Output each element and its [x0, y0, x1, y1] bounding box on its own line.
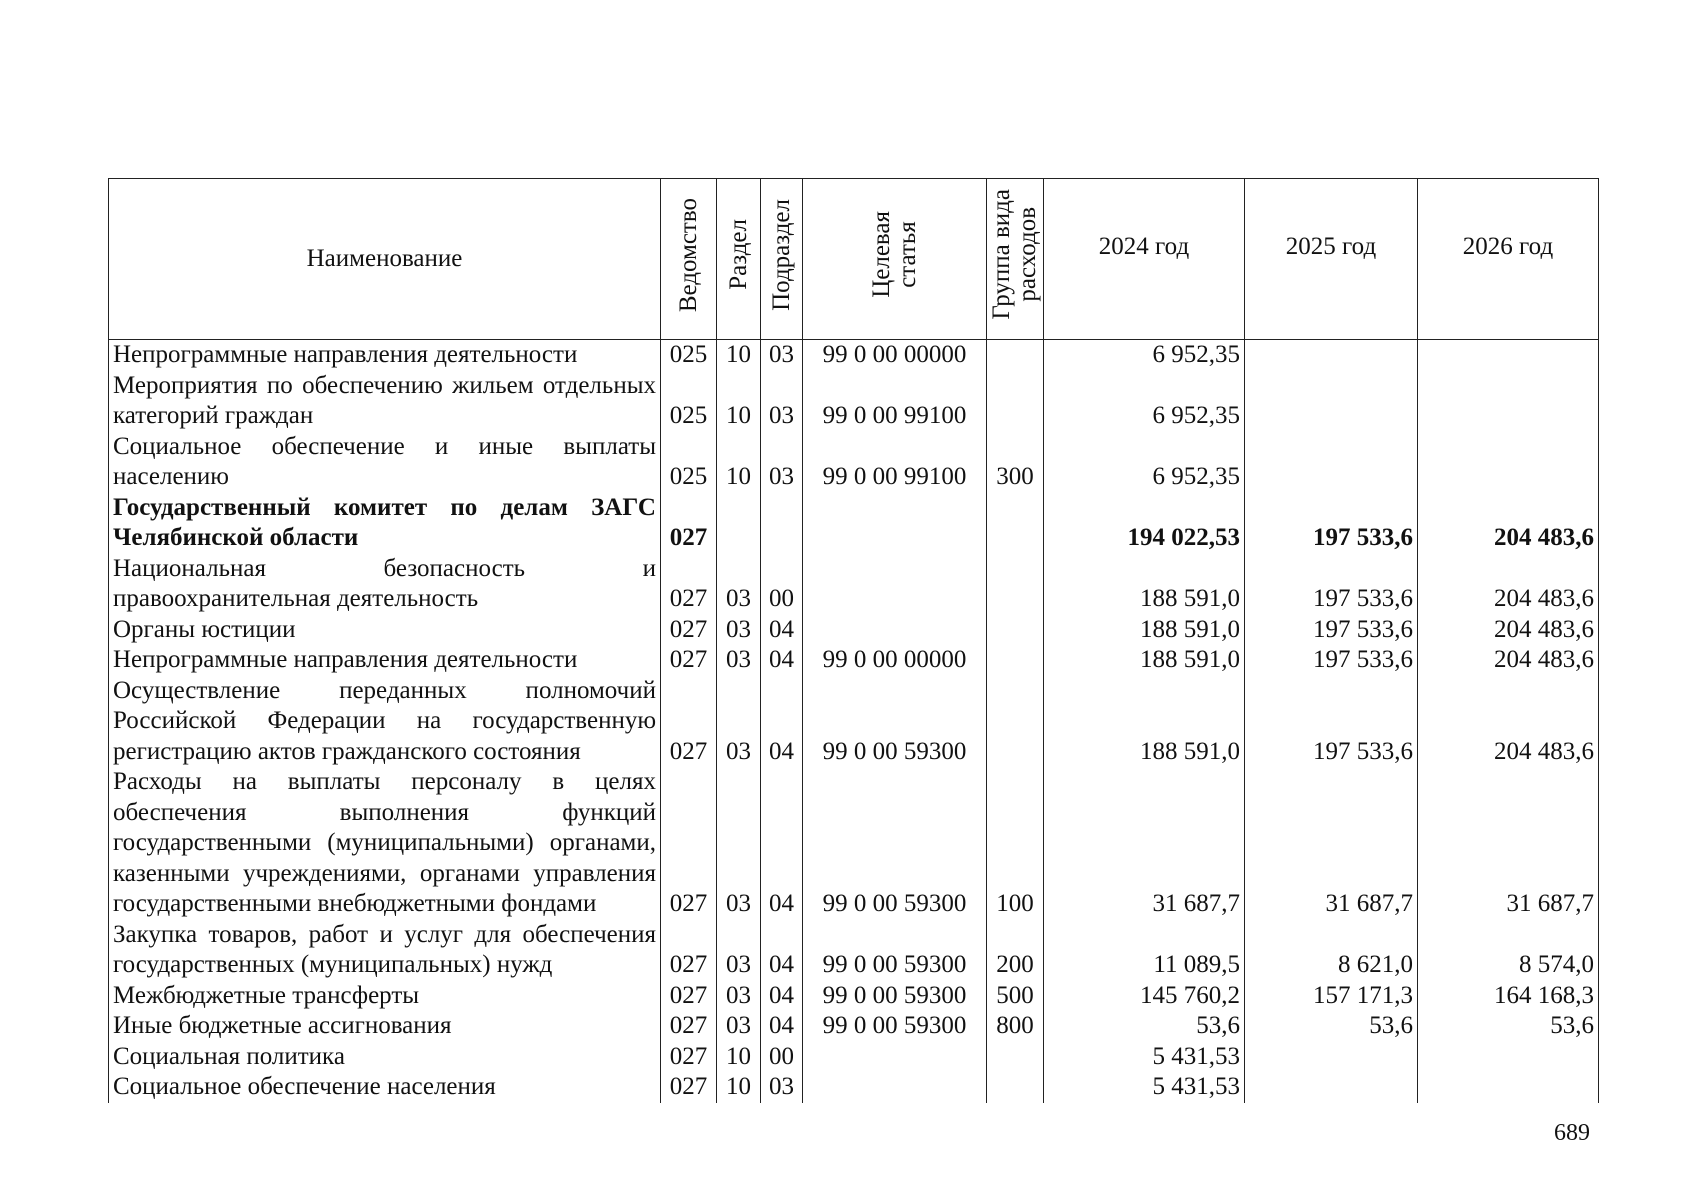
header-celevaya: Целевая статья: [803, 179, 987, 340]
cell-vedomstvo: 027: [661, 981, 717, 1012]
cell-gruppa-vida: [987, 554, 1044, 615]
cell-podrazdel: 04: [761, 1011, 803, 1042]
cell-vedomstvo: 027: [661, 1042, 717, 1073]
cell-vedomstvo: 027: [661, 1011, 717, 1042]
table-row: [109, 1011, 1599, 1042]
cell-gruppa-vida: [987, 371, 1044, 432]
cell-2025: [1245, 371, 1418, 432]
cell-razdel: 03: [717, 615, 761, 646]
cell-razdel: 03: [717, 981, 761, 1012]
budget-table: [108, 178, 1599, 1103]
cell-podrazdel: 03: [761, 432, 803, 493]
cell-vedomstvo: 027: [661, 645, 717, 676]
cell-2026: 204 483,6: [1418, 645, 1599, 676]
cell-celevaya-statya: [803, 493, 987, 554]
cell-razdel: 03: [717, 645, 761, 676]
cell-2025: 157 171,3: [1245, 981, 1418, 1012]
cell-vedomstvo: 027: [661, 554, 717, 615]
header-podrazdel: Подраздел: [761, 179, 803, 340]
cell-name: Социальная политика: [109, 1042, 661, 1073]
cell-razdel: 03: [717, 1011, 761, 1042]
cell-vedomstvo: 027: [661, 1072, 717, 1103]
cell-2024: 6 952,35: [1044, 340, 1245, 371]
cell-gruppa-vida: 500: [987, 981, 1044, 1012]
cell-razdel: 10: [717, 1042, 761, 1073]
cell-vedomstvo: 025: [661, 340, 717, 371]
cell-podrazdel: 04: [761, 676, 803, 768]
cell-name: Мероприятия по обеспечению жильем отдельных категорий граждан: [109, 371, 661, 432]
cell-razdel: [717, 493, 761, 554]
cell-gruppa-vida: [987, 645, 1044, 676]
cell-2025: [1245, 1042, 1418, 1073]
cell-razdel: 03: [717, 767, 761, 920]
cell-2024: 145 760,2: [1044, 981, 1245, 1012]
table-row: [109, 645, 1599, 676]
header-name: Наименование: [109, 179, 661, 340]
header-2026: 2026 год: [1418, 179, 1599, 340]
cell-gruppa-vida: [987, 493, 1044, 554]
cell-celevaya-statya: [803, 1072, 987, 1103]
cell-2024: 6 952,35: [1044, 371, 1245, 432]
cell-2024: 53,6: [1044, 1011, 1245, 1042]
cell-2026: 53,6: [1418, 1011, 1599, 1042]
cell-vedomstvo: 027: [661, 615, 717, 646]
cell-name: Государственный комитет по делам ЗАГС Челябинской области: [109, 493, 661, 554]
table-row: [109, 920, 1599, 981]
cell-name: Органы юстиции: [109, 615, 661, 646]
cell-vedomstvo: 027: [661, 676, 717, 768]
cell-2026: [1418, 1072, 1599, 1103]
cell-name: Расходы на выплаты персоналу в целях обеспечения выполнения функций государственными (муниципальными) органами, казенными учреждениями, органами управления государственными внебюджетными фондами: [109, 767, 661, 920]
cell-2026: 204 483,6: [1418, 615, 1599, 646]
table-row: [109, 432, 1599, 493]
cell-celevaya-statya: 99 0 00 59300: [803, 920, 987, 981]
cell-2025: [1245, 340, 1418, 371]
cell-podrazdel: 04: [761, 981, 803, 1012]
cell-podrazdel: 00: [761, 554, 803, 615]
cell-2026: 8 574,0: [1418, 920, 1599, 981]
cell-name: Национальная безопасность и правоохранительная деятельность: [109, 554, 661, 615]
cell-2025: 31 687,7: [1245, 767, 1418, 920]
table-row: [109, 615, 1599, 646]
table-body: [109, 340, 1599, 1103]
cell-vedomstvo: 027: [661, 767, 717, 920]
cell-razdel: 03: [717, 554, 761, 615]
cell-2026: [1418, 340, 1599, 371]
cell-2024: 5 431,53: [1044, 1042, 1245, 1073]
cell-podrazdel: 04: [761, 767, 803, 920]
cell-celevaya-statya: 99 0 00 00000: [803, 340, 987, 371]
cell-2024: 188 591,0: [1044, 615, 1245, 646]
cell-2025: 53,6: [1245, 1011, 1418, 1042]
cell-razdel: 10: [717, 340, 761, 371]
cell-2026: [1418, 1042, 1599, 1073]
cell-razdel: 03: [717, 920, 761, 981]
cell-celevaya-statya: [803, 554, 987, 615]
cell-2024: 188 591,0: [1044, 554, 1245, 615]
cell-podrazdel: 04: [761, 615, 803, 646]
cell-2025: [1245, 432, 1418, 493]
cell-2024: 188 591,0: [1044, 645, 1245, 676]
table-row: [109, 340, 1599, 371]
cell-2024: 31 687,7: [1044, 767, 1245, 920]
cell-2025: 197 533,6: [1245, 493, 1418, 554]
table-row: [109, 371, 1599, 432]
cell-2025: 8 621,0: [1245, 920, 1418, 981]
cell-name: Осуществление переданных полномочий Российской Федерации на государственную регистрацию актов гражданского состояния: [109, 676, 661, 768]
cell-2025: 197 533,6: [1245, 554, 1418, 615]
cell-podrazdel: 03: [761, 1072, 803, 1103]
table-row: [109, 1072, 1599, 1103]
cell-razdel: 03: [717, 676, 761, 768]
cell-2026: 204 483,6: [1418, 554, 1599, 615]
cell-2024: 194 022,53: [1044, 493, 1245, 554]
cell-name: Социальное обеспечение и иные выплаты населению: [109, 432, 661, 493]
cell-2025: 197 533,6: [1245, 645, 1418, 676]
cell-gruppa-vida: 800: [987, 1011, 1044, 1042]
cell-celevaya-statya: 99 0 00 59300: [803, 676, 987, 768]
cell-2026: 164 168,3: [1418, 981, 1599, 1012]
cell-gruppa-vida: 300: [987, 432, 1044, 493]
header-2025: 2025 год: [1245, 179, 1418, 340]
cell-gruppa-vida: [987, 1072, 1044, 1103]
table-header-row: [109, 179, 1599, 340]
cell-2026: 204 483,6: [1418, 493, 1599, 554]
cell-2024: 5 431,53: [1044, 1072, 1245, 1103]
cell-vedomstvo: 025: [661, 371, 717, 432]
cell-2026: 204 483,6: [1418, 676, 1599, 768]
cell-2026: [1418, 432, 1599, 493]
cell-gruppa-vida: [987, 1042, 1044, 1073]
header-razdel: Раздел: [717, 179, 761, 340]
header-2024: 2024 год: [1044, 179, 1245, 340]
cell-vedomstvo: 027: [661, 493, 717, 554]
cell-gruppa-vida: 100: [987, 767, 1044, 920]
cell-celevaya-statya: 99 0 00 99100: [803, 371, 987, 432]
cell-celevaya-statya: [803, 1042, 987, 1073]
table-row: [109, 767, 1599, 920]
cell-vedomstvo: 027: [661, 920, 717, 981]
cell-podrazdel: 00: [761, 1042, 803, 1073]
cell-podrazdel: 04: [761, 645, 803, 676]
cell-celevaya-statya: 99 0 00 99100: [803, 432, 987, 493]
cell-gruppa-vida: [987, 615, 1044, 646]
cell-celevaya-statya: 99 0 00 00000: [803, 645, 987, 676]
cell-2025: 197 533,6: [1245, 615, 1418, 646]
cell-2025: [1245, 1072, 1418, 1103]
cell-celevaya-statya: 99 0 00 59300: [803, 767, 987, 920]
cell-gruppa-vida: 200: [987, 920, 1044, 981]
cell-razdel: 10: [717, 371, 761, 432]
cell-celevaya-statya: 99 0 00 59300: [803, 1011, 987, 1042]
table-row: [109, 981, 1599, 1012]
cell-2026: [1418, 371, 1599, 432]
cell-gruppa-vida: [987, 676, 1044, 768]
cell-podrazdel: 03: [761, 371, 803, 432]
cell-celevaya-statya: 99 0 00 59300: [803, 981, 987, 1012]
cell-name: Социальное обеспечение населения: [109, 1072, 661, 1103]
cell-2025: 197 533,6: [1245, 676, 1418, 768]
cell-name: Непрограммные направления деятельности: [109, 340, 661, 371]
cell-2024: 6 952,35: [1044, 432, 1245, 493]
cell-name: Иные бюджетные ассигнования: [109, 1011, 661, 1042]
cell-vedomstvo: 025: [661, 432, 717, 493]
cell-podrazdel: [761, 493, 803, 554]
page-number: 689: [1554, 1120, 1590, 1146]
cell-podrazdel: 03: [761, 340, 803, 371]
table-row: [109, 554, 1599, 615]
cell-2024: 188 591,0: [1044, 676, 1245, 768]
cell-celevaya-statya: [803, 615, 987, 646]
cell-name: Непрограммные направления деятельности: [109, 645, 661, 676]
header-vedomstvo: Ведомство: [661, 179, 717, 340]
table-row: [109, 493, 1599, 554]
table-row: [109, 676, 1599, 768]
table-row: [109, 1042, 1599, 1073]
header-gruppa: Группа вида расходов: [987, 179, 1044, 340]
cell-name: Закупка товаров, работ и услуг для обеспечения государственных (муниципальных) нужд: [109, 920, 661, 981]
cell-2026: 31 687,7: [1418, 767, 1599, 920]
cell-razdel: 10: [717, 1072, 761, 1103]
cell-2024: 11 089,5: [1044, 920, 1245, 981]
cell-podrazdel: 04: [761, 920, 803, 981]
cell-razdel: 10: [717, 432, 761, 493]
cell-gruppa-vida: [987, 340, 1044, 371]
cell-name: Межбюджетные трансферты: [109, 981, 661, 1012]
